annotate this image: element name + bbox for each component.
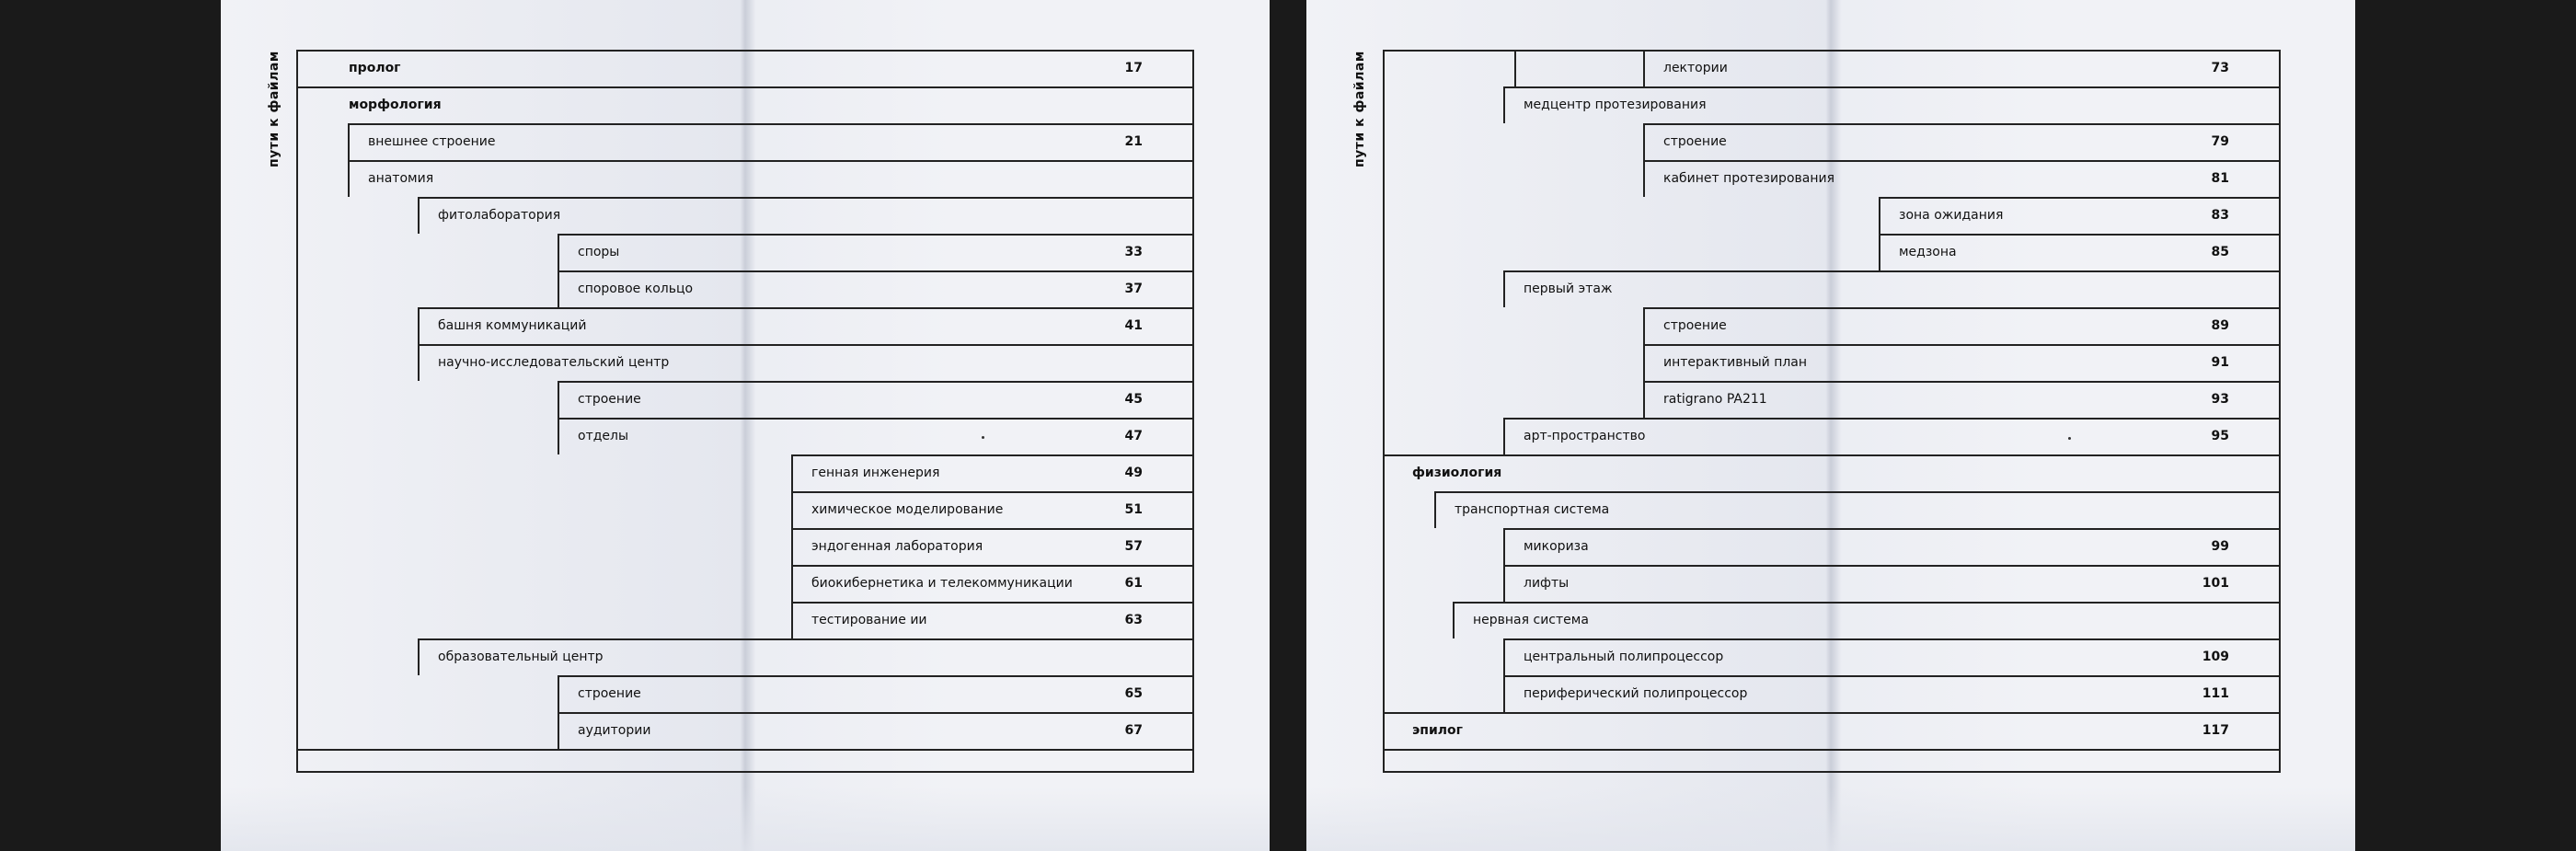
entry-label: научно-исследовательский центр [438, 355, 670, 370]
entry-page: 49 [1124, 466, 1143, 480]
entry-label: медзона [1899, 245, 1957, 259]
entry-page: 81 [2211, 171, 2229, 186]
entry-label: нервная система [1473, 613, 1589, 627]
toc-entry[interactable] [558, 381, 1192, 418]
entry-label: аудитории [578, 723, 651, 738]
entry-label: фитолаборатория [438, 208, 561, 223]
entry-page: 51 [1124, 502, 1143, 517]
toc-entry[interactable] [558, 712, 1192, 749]
entry-page: 21 [1124, 134, 1143, 149]
entry-label: генная инженерия [811, 466, 940, 480]
entry-page: 41 [1124, 318, 1143, 333]
entry-label: башня коммуникаций [438, 318, 587, 333]
entry-label: биокибернетика и телекоммуникации [811, 576, 1073, 591]
entry-label: арт-пространство [1524, 429, 1646, 443]
entry-label: лектории [1663, 61, 1728, 75]
entry-page: 111 [2202, 686, 2229, 701]
entry-label: эпилог [1412, 723, 1463, 738]
toc-entry[interactable] [418, 638, 1192, 675]
entry-label: микориза [1524, 539, 1589, 554]
toc-entry[interactable] [298, 50, 1192, 86]
entry-page: 85 [2211, 245, 2229, 259]
entry-label: периферический полипроцессор [1524, 686, 1748, 701]
toc-entry[interactable] [791, 454, 1192, 491]
entry-label: морфология [349, 98, 442, 112]
entry-page: 99 [2211, 539, 2229, 554]
toc-frame [1383, 50, 2281, 773]
entry-label: транспортная система [1455, 502, 1610, 517]
toc-entry[interactable] [1503, 528, 2279, 565]
toc-entry[interactable] [1503, 565, 2279, 602]
entry-page: 89 [2211, 318, 2229, 333]
toc-entry[interactable] [348, 123, 1192, 160]
toc-entry[interactable] [298, 86, 1192, 123]
entry-page: 67 [1124, 723, 1143, 738]
paper-speck [982, 436, 984, 439]
entry-label: образовательный центр [438, 650, 604, 664]
toc-frame [296, 50, 1194, 773]
toc-entry[interactable] [1503, 638, 2279, 675]
side-title: пути к файлам [1352, 51, 1367, 167]
toc-entry[interactable] [1503, 270, 2279, 307]
left-page [221, 0, 1270, 851]
entry-page: 91 [2211, 355, 2229, 370]
toc-entry[interactable] [791, 491, 1192, 528]
entry-page: 65 [1124, 686, 1143, 701]
toc-entry[interactable] [1453, 602, 2279, 638]
entry-page: 47 [1124, 429, 1143, 443]
toc-entry[interactable] [1643, 123, 2279, 160]
paper-speck [2068, 437, 2071, 440]
toc-entry[interactable] [418, 307, 1192, 344]
entry-page: 37 [1124, 282, 1143, 296]
entry-page: 57 [1124, 539, 1143, 554]
entry-page: 79 [2211, 134, 2229, 149]
toc-entry[interactable] [558, 270, 1192, 307]
entry-label: споры [578, 245, 620, 259]
entry-page: 93 [2211, 392, 2229, 407]
entry-label: медцентр протезирования [1524, 98, 1707, 112]
entry-label: первый этаж [1524, 282, 1613, 296]
entry-page: 17 [1124, 61, 1143, 75]
entry-label: зона ожидания [1899, 208, 2004, 223]
toc-entry[interactable] [1385, 454, 2279, 491]
entry-label: строение [1663, 318, 1727, 333]
entry-label: химическое моделирование [811, 502, 1004, 517]
entry-page: 63 [1124, 613, 1143, 627]
toc-entry[interactable] [791, 602, 1192, 638]
toc-entry[interactable] [418, 344, 1192, 381]
toc-entry[interactable] [1643, 160, 2279, 197]
toc-entry[interactable] [1503, 418, 2279, 454]
entry-label: кабинет протезирования [1663, 171, 1835, 186]
entry-label: пролог [349, 61, 401, 75]
entry-page: 101 [2202, 576, 2229, 591]
entry-page: 117 [2202, 723, 2229, 738]
toc-entry[interactable] [1879, 234, 2279, 270]
toc-entry[interactable] [1643, 381, 2279, 418]
entry-label: эндогенная лаборатория [811, 539, 983, 554]
toc-entry[interactable] [1385, 712, 2279, 749]
frame-bottom-rule [298, 749, 1192, 773]
toc-entry[interactable] [1643, 50, 2279, 86]
entry-label: центральный полипроцессор [1524, 650, 1724, 664]
entry-label: строение [1663, 134, 1727, 149]
toc-entry[interactable] [791, 565, 1192, 602]
toc-entry[interactable] [558, 234, 1192, 270]
entry-label: строение [578, 392, 641, 407]
entry-page: 73 [2211, 61, 2229, 75]
entry-label: лифты [1524, 576, 1570, 591]
entry-label: строение [578, 686, 641, 701]
toc-entry[interactable] [1503, 675, 2279, 712]
entry-label: физиология [1412, 466, 1502, 480]
entry-page: 45 [1124, 392, 1143, 407]
toc-entry[interactable] [558, 675, 1192, 712]
entry-page: 95 [2211, 429, 2229, 443]
entry-page: 61 [1124, 576, 1143, 591]
side-title: пути к файлам [267, 51, 282, 167]
toc-entry[interactable] [1643, 344, 2279, 381]
entry-page: 33 [1124, 245, 1143, 259]
entry-label: споровое кольцо [578, 282, 694, 296]
toc-entry[interactable] [418, 197, 1192, 234]
toc-entry[interactable] [1503, 86, 2279, 123]
toc-entry[interactable] [791, 528, 1192, 565]
entry-label: внешнее строение [368, 134, 496, 149]
toc-entry[interactable] [1434, 491, 2279, 528]
toc-entry[interactable] [1879, 197, 2279, 234]
entry-label: анатомия [368, 171, 434, 186]
frame-bottom-rule [1385, 749, 2279, 773]
right-page [1306, 0, 2355, 851]
entry-label: ratigrano PA211 [1663, 392, 1767, 407]
toc-entry[interactable] [348, 160, 1192, 197]
entry-label: интерактивный план [1663, 355, 1808, 370]
toc-entry[interactable] [558, 418, 1192, 454]
entry-label: отделы [578, 429, 629, 443]
entry-label: тестирование ии [811, 613, 927, 627]
entry-page: 83 [2211, 208, 2229, 223]
toc-entry[interactable] [1643, 307, 2279, 344]
entry-page: 109 [2202, 650, 2229, 664]
